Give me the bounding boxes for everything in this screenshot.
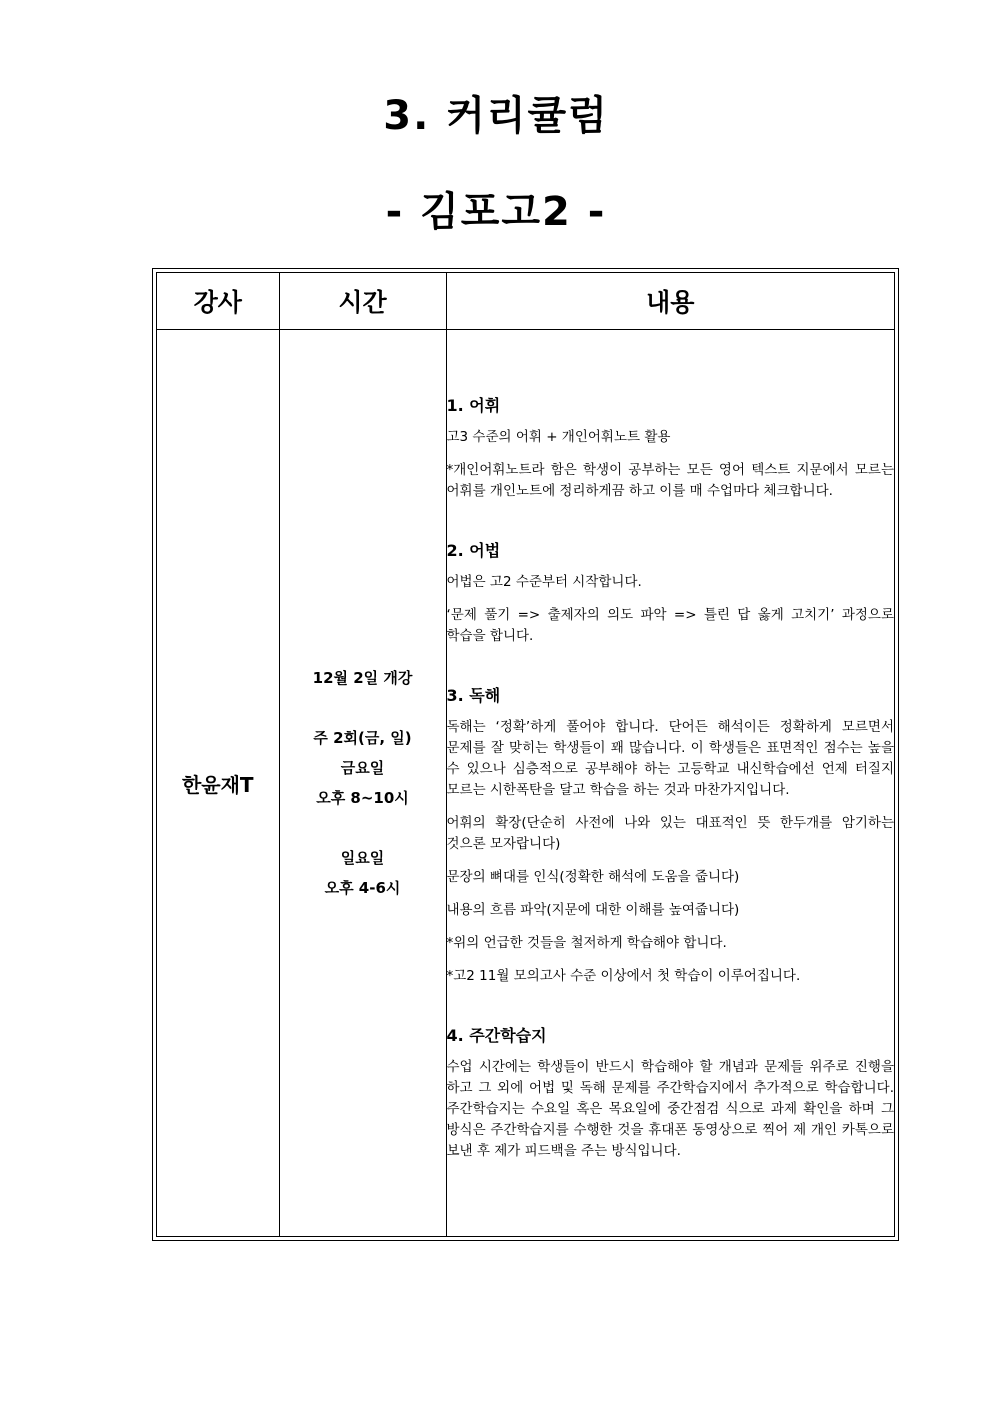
section-weekly-worksheet [447,1025,895,1162]
section-paragraph: 문장의 뼈대를 인식(정확한 해석에 도움을 줍니다) [446,868,740,885]
section-paragraph: 독해는 ‘정확’하게 풀어야 합니다. 단어든 해석이든 정확하게 모르면서 문제를 잘 맞히는 학생들이 꽤 많습니다. 이 학생들은 표면적인 점수는 높을 수 있으나 심층적으로 공부해야 하는 고등학교 내신학습에선 언제 터질지 모르는 시한폭탄을 달고 학습을 하는 것과 마찬가지입니다. [446,718,894,798]
header-content: 내용 [446,273,894,330]
header-time: 시간 [279,273,446,330]
section-paragraph: ‘문제 풀기 => 출제자의 의도 파악 => 틀린 답 옳게 고치기’ 과정으로 학습을 합니다. [446,606,894,644]
curriculum-table [157,273,894,1236]
schedule-day-friday: 금요일 [340,759,385,777]
section-paragraph: 내용의 흐름 파악(지문에 대한 이해를 높여줍니다) [446,901,740,918]
schedule-start: 12월 2일 개강 [312,669,413,687]
section-title: 4. 주간학습지 [446,1025,547,1045]
schedule-day-sunday: 일요일 [340,849,385,867]
table-row [157,330,894,1237]
section-paragraph: *위의 언급한 것들을 철저하게 학습해야 합니다. [446,934,727,951]
schedule-spacer [280,813,446,843]
schedule-time-sunday: 오후 4-6시 [324,879,401,897]
schedule-frequency: 주 2회(금, 일) [313,729,412,747]
section-paragraph: 어법은 고2 수준부터 시작합니다. [446,573,642,590]
schedule-spacer [280,693,446,723]
schedule-time-friday: 오후 8~10시 [316,789,409,807]
header-instructor: 강사 [157,273,279,330]
section-paragraph: 어휘의 확장(단순히 사전에 나와 있는 대표적인 뜻 한두개를 암기하는 것으론 모자랍니다) [446,814,894,852]
instructor-name: 한윤재T [157,330,279,1237]
curriculum-table-wrapper [156,272,895,1237]
content-cell [446,330,894,1237]
section-vocabulary [447,395,895,502]
table-header-row [157,273,894,330]
curriculum-table-frame [152,268,899,1241]
section-paragraph: *개인어휘노트라 함은 학생이 공부하는 모든 영어 텍스트 지문에서 모르는 어휘를 개인노트에 정리하게끔 하고 이를 매 수업마다 체크합니다. [446,461,894,499]
section-paragraph: *고2 11월 모의고사 수준 이상에서 첫 학습이 이루어집니다. [446,967,801,984]
schedule-cell [279,330,446,1237]
page-subtitle: - 김포고2 - [385,189,607,235]
section-grammar [447,540,895,647]
section-title: 2. 어법 [446,540,501,560]
section-title: 1. 어휘 [446,395,501,415]
section-title: 3. 독해 [446,685,501,705]
section-paragraph: 고3 수준의 어휘 + 개인어휘노트 활용 [446,428,671,445]
section-reading [447,685,895,987]
section-paragraph: 수업 시간에는 학생들이 반드시 학습해야 할 개념과 문제들 위주로 진행을 하고 그 외에 어법 및 독해 문제를 주간학습지에서 추가적으로 학습합니다. 주간학습지는 수요일 혹은 목요일에 중간점검 식으로 과제 확인을 하며 그 방식은 주간학습지를 수행한 것을 휴대폰 동영상으로 찍어 제 개인 카톡으로 보낸 후 제가 피드백을 주는 방식입니다. [446,1058,894,1159]
page-title: 3. 커리큘럼 [383,93,609,139]
